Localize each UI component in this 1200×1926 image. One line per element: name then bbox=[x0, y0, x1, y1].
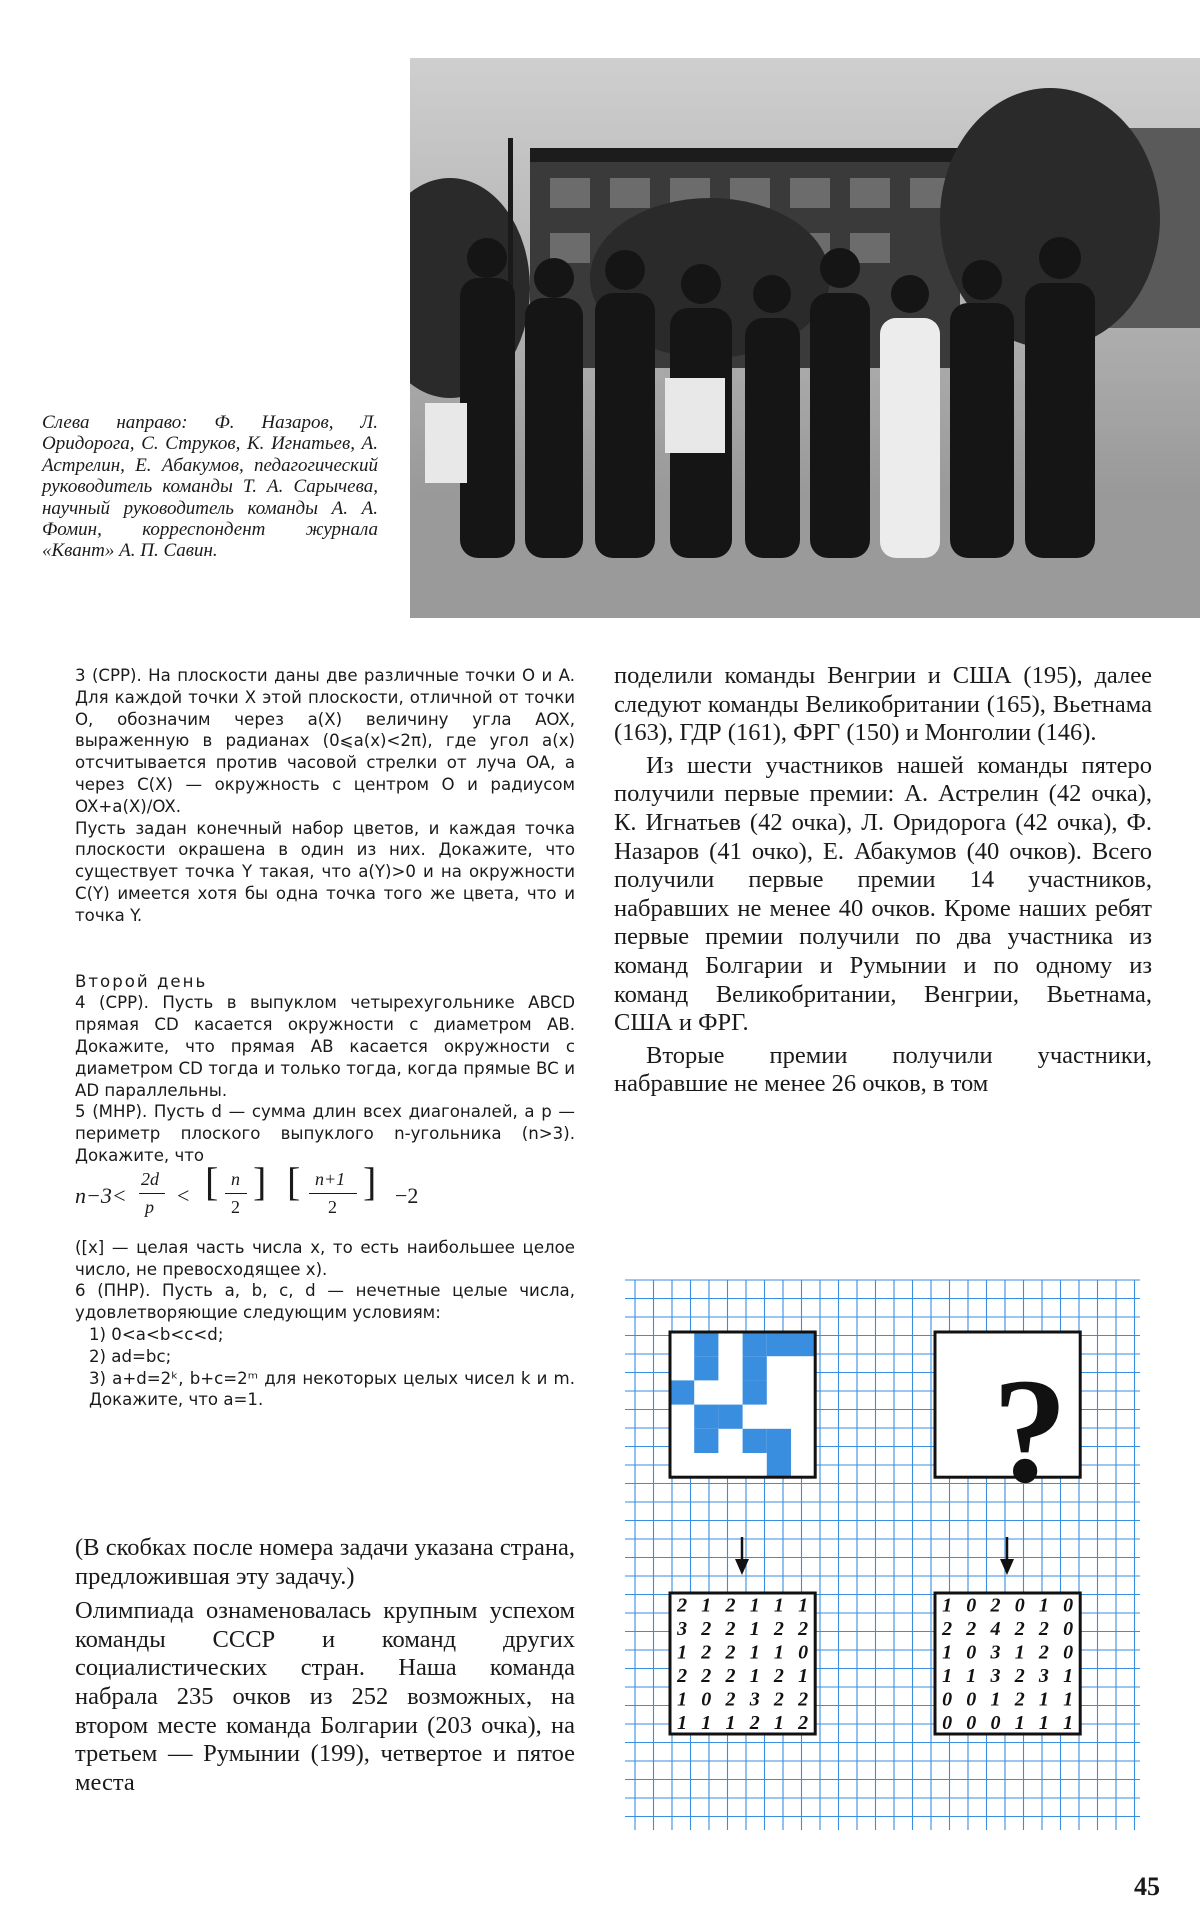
left-table-cell: 1 bbox=[749, 1594, 760, 1617]
formula-numerator-n1: n+1 bbox=[315, 1168, 346, 1189]
formula-left: n−3< bbox=[75, 1182, 127, 1208]
right-table-cell: 2 bbox=[966, 1618, 977, 1640]
right-number-table bbox=[935, 1593, 1080, 1734]
left-table-cell: 1 bbox=[749, 1665, 760, 1687]
left-table-cell: 2 bbox=[725, 1618, 736, 1640]
pattern-cell-filled bbox=[743, 1356, 767, 1380]
formula-fraction-line-3 bbox=[309, 1193, 357, 1194]
left-table-cell: 0 bbox=[798, 1641, 809, 1664]
problem-5-formula bbox=[75, 1158, 575, 1237]
right-table-cell: 3 bbox=[1038, 1665, 1049, 1687]
left-table-cell: 2 bbox=[798, 1618, 809, 1640]
left-table-cell: 2 bbox=[677, 1594, 688, 1617]
pattern-cell-filled bbox=[694, 1429, 718, 1453]
left-table-cell: 2 bbox=[701, 1665, 712, 1687]
day-two-heading: Второй день bbox=[75, 971, 208, 991]
paragraph-note: (В скобках после номера задачи указана страна, предложившая эту задачу.) bbox=[75, 1534, 575, 1590]
down-arrows bbox=[735, 1537, 1014, 1575]
formula-fraction-line-2 bbox=[225, 1193, 247, 1194]
right-table-cell: 2 bbox=[1038, 1641, 1049, 1664]
left-table-cell: 1 bbox=[773, 1594, 784, 1617]
right-table-cell: 0 bbox=[990, 1712, 1001, 1734]
right-table-cell: 0 bbox=[1063, 1641, 1074, 1664]
pattern-cell-filled bbox=[767, 1332, 791, 1356]
paragraph-results: Олимпиада ознаменовалась крупным успехом команды СССР и команд других социалистических стран. Наша команда набрала 235 очков из 252 возможных, на втором месте команда Болгарии (203 очка), на третьем — Румынии (199), четвертое и пятое места bbox=[75, 1597, 575, 1796]
left-table-cell: 2 bbox=[749, 1712, 760, 1734]
left-table-cell: 1 bbox=[677, 1688, 688, 1711]
right-table-cell: 1 bbox=[1063, 1712, 1074, 1734]
left-table-cell: 1 bbox=[798, 1665, 809, 1687]
left-table-cell: 1 bbox=[701, 1594, 712, 1617]
right-table-cell: 2 bbox=[1014, 1618, 1025, 1640]
left-table-cell: 3 bbox=[677, 1618, 688, 1640]
problems-column bbox=[75, 665, 575, 1411]
pattern-cell-filled bbox=[694, 1405, 718, 1429]
pattern-cell-filled bbox=[767, 1429, 791, 1453]
right-table-cell: 2 bbox=[990, 1594, 1001, 1617]
formula-fraction-line bbox=[139, 1193, 165, 1194]
problem-4-text: 4 (СРР). Пусть в выпуклом четырехугольнике ABCD прямая CD касается окружности с диаметром AB. Докажите, что прямая AB касается окружности с диаметром CD тогда и только тогда, когда прямые BC и AD параллельны. bbox=[75, 993, 575, 1100]
right-table-cell: 0 bbox=[966, 1712, 977, 1734]
right-table-cell: 2 bbox=[1014, 1688, 1025, 1711]
grid-figure-svg bbox=[625, 1275, 1145, 1835]
formula-denominator-2a: 2 bbox=[231, 1196, 240, 1217]
left-table-border bbox=[670, 1593, 815, 1734]
formula-minus-two: −2 bbox=[395, 1182, 419, 1208]
pattern-cell-filled bbox=[718, 1405, 742, 1429]
left-table-cell: 1 bbox=[677, 1641, 688, 1664]
left-table-cell: 1 bbox=[749, 1641, 760, 1664]
right-table-cell: 4 bbox=[990, 1618, 1001, 1640]
left-table-cell: 1 bbox=[701, 1712, 712, 1734]
page-number: 45 bbox=[1134, 1872, 1160, 1901]
left-table-cell: 3 bbox=[749, 1688, 760, 1711]
left-table-cell: 1 bbox=[773, 1641, 784, 1664]
right-table-cell: 1 bbox=[1038, 1688, 1049, 1711]
paragraph-second-prizes: Вторые премии получили участники, набравшие не менее 26 очков, в том bbox=[614, 1041, 1152, 1098]
problem-6-condition-2: 2) ad=bc; bbox=[89, 1346, 172, 1366]
right-table-cell: 0 bbox=[1063, 1618, 1074, 1640]
right-table-cell: 1 bbox=[942, 1594, 953, 1617]
problem-6-condition-1: 1) 0<a<b<c<d; bbox=[89, 1324, 224, 1344]
left-table-cell: 2 bbox=[798, 1688, 809, 1711]
formula-denominator-p: p bbox=[145, 1196, 154, 1217]
right-table-cell: 1 bbox=[1014, 1712, 1025, 1734]
problem-6-text: 6 (ПНР). Пусть a, b, c, d — нечетные целые числа, удовлетворяющие следующим условиям: bbox=[75, 1281, 575, 1323]
formula-bracket-open-1: [ bbox=[205, 1158, 219, 1204]
pattern-cell-filled bbox=[791, 1332, 815, 1356]
question-mark: ? bbox=[992, 1348, 1068, 1514]
left-table-cell: 2 bbox=[725, 1688, 736, 1711]
right-table-cell: 1 bbox=[942, 1665, 953, 1687]
pattern-cell-filled bbox=[743, 1332, 767, 1356]
left-table-cell: 0 bbox=[701, 1688, 712, 1711]
pattern-cell-filled bbox=[767, 1453, 791, 1477]
photo-caption: Слева направо: Ф. Назаров, Л. Оридорога, С. Струков, К. Игнатьев, А. Астрелин, Е. Абакумов, педагогический руководитель команды Т. А. Сарычева, научный руководитель команды А. А. Фомин, корреспондент журнала «Квант» А. П. Савин. bbox=[42, 412, 378, 562]
left-arrow-head bbox=[735, 1559, 749, 1575]
right-table-cell: 0 bbox=[942, 1688, 953, 1711]
pattern-cell-filled bbox=[743, 1429, 767, 1453]
left-table-cell: 1 bbox=[725, 1712, 736, 1734]
left-table-cell: 1 bbox=[773, 1712, 784, 1734]
left-table-cell: 2 bbox=[773, 1665, 784, 1687]
right-table-border bbox=[935, 1593, 1080, 1734]
right-table-cell: 0 bbox=[966, 1594, 977, 1617]
right-table-cell: 1 bbox=[942, 1641, 953, 1664]
formula-numerator-n: n bbox=[231, 1168, 240, 1189]
left-article-text bbox=[75, 1534, 575, 1797]
right-table-cell: 1 bbox=[990, 1688, 1001, 1711]
formula-bracket-open-2: [ bbox=[287, 1158, 301, 1204]
formula-numerator-2d: 2d bbox=[141, 1168, 159, 1189]
right-table-cell: 1 bbox=[1038, 1712, 1049, 1734]
right-table-cell: 0 bbox=[966, 1641, 977, 1664]
right-table-cell: 2 bbox=[1038, 1618, 1049, 1640]
right-table-cell: 1 bbox=[1038, 1594, 1049, 1617]
right-table-cell: 2 bbox=[1014, 1665, 1025, 1687]
left-table-cell: 2 bbox=[701, 1618, 712, 1640]
pattern-cell-filled bbox=[694, 1332, 718, 1356]
right-table-cell: 0 bbox=[1014, 1594, 1025, 1617]
right-article-text bbox=[614, 662, 1152, 1099]
left-table-cell: 2 bbox=[701, 1641, 712, 1664]
problem-3-text-continued: Пусть задан конечный набор цветов, и каждая точка плоскости окрашена в один из них. Докажите, что существует точка Y такая, что a(Y)>0 и на окружности C(Y) имеется хотя бы одна точка того же цвета, что и точка Y. bbox=[75, 818, 575, 925]
left-table-cell: 2 bbox=[773, 1688, 784, 1711]
right-table-cell: 1 bbox=[1063, 1665, 1074, 1687]
problem-5-note: ([x] — целая часть числа x, то есть наибольшее целое число, не превосходящее x). bbox=[75, 1237, 575, 1279]
left-table-cell: 2 bbox=[725, 1665, 736, 1687]
left-table-cell: 2 bbox=[725, 1594, 736, 1617]
problem-3-text: 3 (СРР). На плоскости даны две различные точки O и A. Для каждой точки X этой плоскости, отличной от точки O, обозначим через a(X) величину угла AOX, выраженную в радианах (0⩽a(x)<2π), где угол a(x) отсчитывается против часовой стрелки от луча OA, а через C(X) — окружность с центром O и радиусом OX+a(X)/OX. bbox=[75, 666, 575, 816]
pattern-cell-filled bbox=[743, 1380, 767, 1404]
left-table-cell: 1 bbox=[677, 1712, 688, 1734]
team-photo bbox=[410, 58, 1200, 618]
right-arrow-head bbox=[1000, 1559, 1014, 1575]
paragraph-standings: поделили команды Венгрии и США (195), далее следуют команды Великобритании (165), Вьетнама (163), ГДР (161), ФРГ (150) и Монголии (146). bbox=[614, 662, 1152, 747]
left-table-cell: 1 bbox=[798, 1594, 809, 1617]
right-table-cell: 0 bbox=[942, 1712, 953, 1734]
left-table-cell: 1 bbox=[749, 1618, 760, 1640]
right-table-cell: 1 bbox=[966, 1665, 977, 1687]
paragraph-first-prizes: Из шести участников нашей команды пятеро получили первые премии: А. Астрелин (42 очка), К. Игнатьев (42 очка), Л. Оридорога (42 очка), Ф. Назаров (41 очко), Е. Абакумов (40 очков). Всего получили первые премии 14 участников, набравших не менее 40 очков. Кроме наших ребят первые премии получили по два участника из команд Болгарии и Румынии и по одному из команд Великобритании, Венгрии, Вьетнама, США и ФРГ. bbox=[614, 751, 1152, 1037]
right-table-cell: 1 bbox=[1014, 1641, 1025, 1664]
formula-bracket-close-1: ] bbox=[253, 1158, 267, 1204]
problem-6-condition-3: 3) a+d=2ᵏ, b+c=2ᵐ для некоторых целых чисел k и m. Докажите, что a=1. bbox=[89, 1368, 575, 1410]
right-table-cell: 3 bbox=[990, 1665, 1001, 1687]
problem-5-text: 5 (МНР). Пусть d — сумма длин всех диагоналей, а p — периметр плоского выпуклого n-угольника (n>3). Докажите, что bbox=[75, 1102, 575, 1165]
right-table-cell: 0 bbox=[966, 1688, 977, 1711]
left-number-table bbox=[670, 1593, 815, 1734]
right-table-cell: 0 bbox=[1063, 1594, 1074, 1617]
left-table-cell: 2 bbox=[773, 1618, 784, 1640]
left-table-cell: 2 bbox=[798, 1712, 809, 1734]
left-table-cell: 2 bbox=[677, 1665, 688, 1687]
formula-bracket-close-2: ] bbox=[363, 1158, 377, 1204]
pattern-cell-filled bbox=[670, 1380, 694, 1404]
right-table-cell: 2 bbox=[942, 1618, 953, 1640]
formula-denominator-2b: 2 bbox=[328, 1196, 337, 1217]
right-table-cell: 3 bbox=[990, 1641, 1001, 1664]
formula-less-than: < bbox=[177, 1182, 190, 1208]
grid-figure bbox=[625, 1275, 1145, 1835]
right-table-cell: 1 bbox=[1063, 1688, 1074, 1711]
left-table-cell: 2 bbox=[725, 1641, 736, 1664]
pattern-cell-filled bbox=[694, 1356, 718, 1380]
left-pattern-square bbox=[670, 1332, 815, 1477]
